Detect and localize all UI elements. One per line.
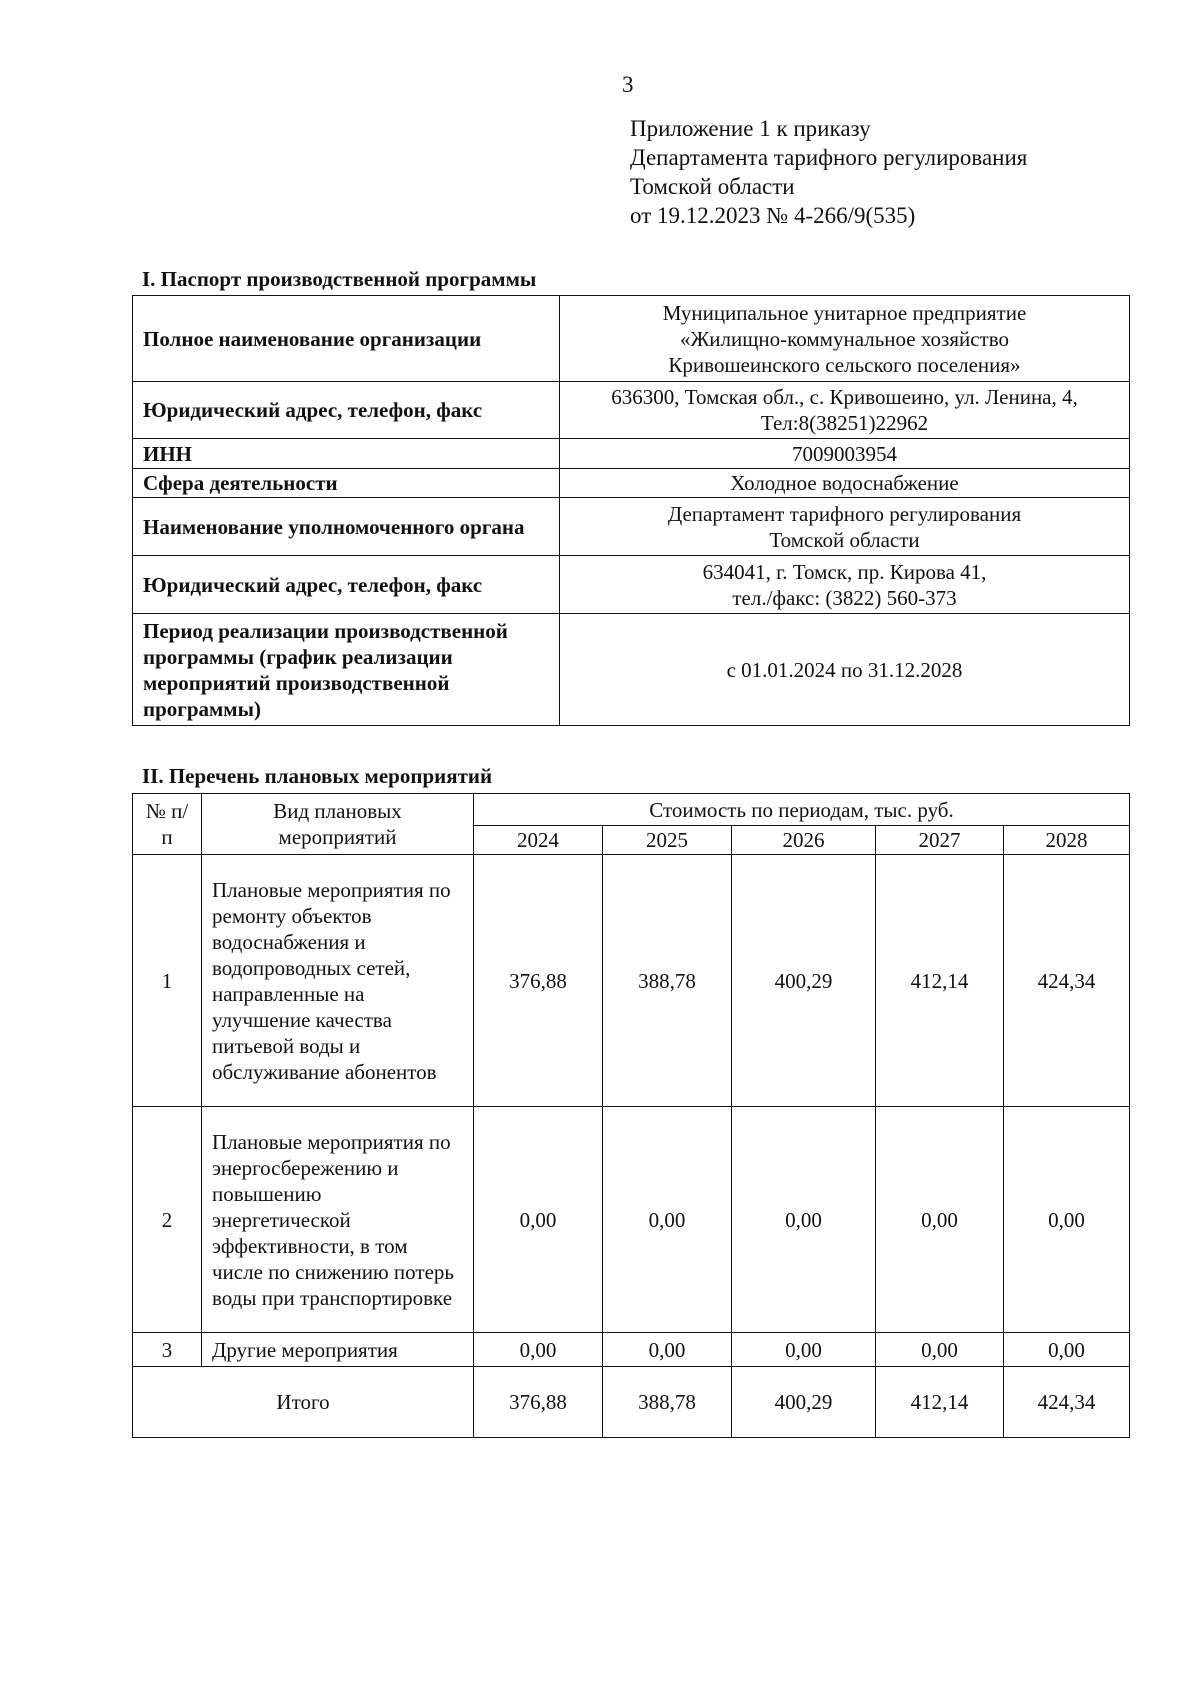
row-value bbox=[560, 498, 1130, 556]
cost-cell: 424,34 bbox=[1004, 855, 1130, 1107]
cost-cell: 0,00 bbox=[732, 1333, 876, 1367]
section-title-measures: II. Перечень плановых мероприятий bbox=[142, 764, 493, 788]
row-value: 7009003954 bbox=[560, 439, 1130, 469]
row-label: Юридический адрес, телефон, факс bbox=[133, 382, 560, 439]
row-label: Наименование уполномоченного органа bbox=[133, 498, 560, 556]
row-value: с 01.01.2024 по 31.12.2028 bbox=[560, 614, 1130, 726]
table-row bbox=[133, 296, 1130, 382]
cost-cell: 0,00 bbox=[603, 1107, 732, 1333]
value-line: «Жилищно-коммунальное хозяйство bbox=[679, 326, 1010, 351]
cost-cell: 0,00 bbox=[1004, 1333, 1130, 1367]
table-row bbox=[133, 469, 1130, 498]
row-value: Холодное водоснабжение bbox=[560, 469, 1130, 498]
value-line: 636300, Томская обл., с. Кривошеино, ул. Ленина, 4, bbox=[611, 385, 1078, 409]
table-header-row bbox=[133, 794, 1130, 826]
value-line: Департамент тарифного регулирования bbox=[667, 501, 1022, 526]
total-cell: 376,88 bbox=[474, 1367, 603, 1438]
page-number: 3 bbox=[622, 72, 634, 97]
column-header-year: 2028 bbox=[1004, 826, 1130, 855]
row-value bbox=[560, 382, 1130, 439]
row-value bbox=[560, 296, 1130, 382]
row-label: Период реализации производственной программы (график реализации мероприятий производственной программы) bbox=[133, 614, 560, 726]
column-header-year: 2026 bbox=[732, 826, 876, 855]
cost-cell: 388,78 bbox=[603, 855, 732, 1107]
table-total-row bbox=[133, 1367, 1130, 1438]
appendix-header bbox=[630, 114, 1027, 230]
passport-table bbox=[132, 295, 1130, 726]
cost-cell: 0,00 bbox=[474, 1333, 603, 1367]
cost-cell: 0,00 bbox=[876, 1333, 1004, 1367]
row-number: 2 bbox=[133, 1107, 202, 1333]
appendix-line: Томской области bbox=[630, 174, 795, 199]
cost-cell: 0,00 bbox=[474, 1107, 603, 1333]
appendix-line: Приложение 1 к приказу bbox=[630, 116, 871, 141]
value-line: Кривошеинского сельского поселения» bbox=[668, 352, 1021, 377]
row-label: ИНН bbox=[133, 439, 560, 469]
total-cell: 424,34 bbox=[1004, 1367, 1130, 1438]
row-description: Другие мероприятия bbox=[202, 1333, 474, 1367]
table-row bbox=[133, 1107, 1130, 1333]
cost-cell: 0,00 bbox=[876, 1107, 1004, 1333]
column-header-kind: Вид плановых мероприятий bbox=[202, 794, 474, 855]
row-label: Юридический адрес, телефон, факс bbox=[133, 556, 560, 614]
value-line: Тел:8(38251)22962 bbox=[760, 411, 929, 435]
row-description: Плановые мероприятия по энергосбережению и повышению энергетической эффективности, в том числе по снижению потерь воды при транспортировке bbox=[202, 1107, 474, 1333]
table-row bbox=[133, 614, 1130, 726]
appendix-line: Департамента тарифного регулирования bbox=[630, 145, 1028, 170]
value-line: Муниципальное унитарное предприятие bbox=[662, 300, 1027, 325]
row-number: 1 bbox=[133, 855, 202, 1107]
appendix-line: от 19.12.2023 № 4-266/9(535) bbox=[630, 203, 916, 228]
row-description: Плановые мероприятия по ремонту объектов водоснабжения и водопроводных сетей, направленные на улучшение качества питьевой воды и обслуживание абонентов bbox=[202, 855, 474, 1107]
cost-cell: 0,00 bbox=[1004, 1107, 1130, 1333]
cost-cell: 376,88 bbox=[474, 855, 603, 1107]
column-header-year: 2025 bbox=[603, 826, 732, 855]
section-title-passport: I. Паспорт производственной программы bbox=[142, 267, 537, 291]
cost-cell: 0,00 bbox=[603, 1333, 732, 1367]
row-label: Полное наименование организации bbox=[133, 296, 560, 382]
table-row bbox=[133, 498, 1130, 556]
row-label: Сфера деятельности bbox=[133, 469, 560, 498]
table-row bbox=[133, 439, 1130, 469]
total-label: Итого bbox=[133, 1367, 474, 1438]
value-line: Томской области bbox=[769, 527, 920, 552]
table-row bbox=[133, 855, 1130, 1107]
column-header-cost: Стоимость по периодам, тыс. руб. bbox=[474, 794, 1130, 826]
row-number: 3 bbox=[133, 1333, 202, 1367]
total-cell: 400,29 bbox=[732, 1367, 876, 1438]
table-row bbox=[133, 382, 1130, 439]
table-row bbox=[133, 556, 1130, 614]
cost-cell: 412,14 bbox=[876, 855, 1004, 1107]
value-line: 634041, г. Томск, пр. Кирова 41, bbox=[702, 559, 987, 584]
cost-cell: 0,00 bbox=[732, 1107, 876, 1333]
column-header-number: № п/п bbox=[133, 794, 202, 855]
measures-table bbox=[132, 793, 1130, 1438]
row-value bbox=[560, 556, 1130, 614]
total-cell: 388,78 bbox=[603, 1367, 732, 1438]
cost-cell: 400,29 bbox=[732, 855, 876, 1107]
table-row bbox=[133, 1333, 1130, 1367]
total-cell: 412,14 bbox=[876, 1367, 1004, 1438]
column-header-year: 2024 bbox=[474, 826, 603, 855]
column-header-year: 2027 bbox=[876, 826, 1004, 855]
value-line: тел./факс: (3822) 560-373 bbox=[732, 585, 957, 610]
